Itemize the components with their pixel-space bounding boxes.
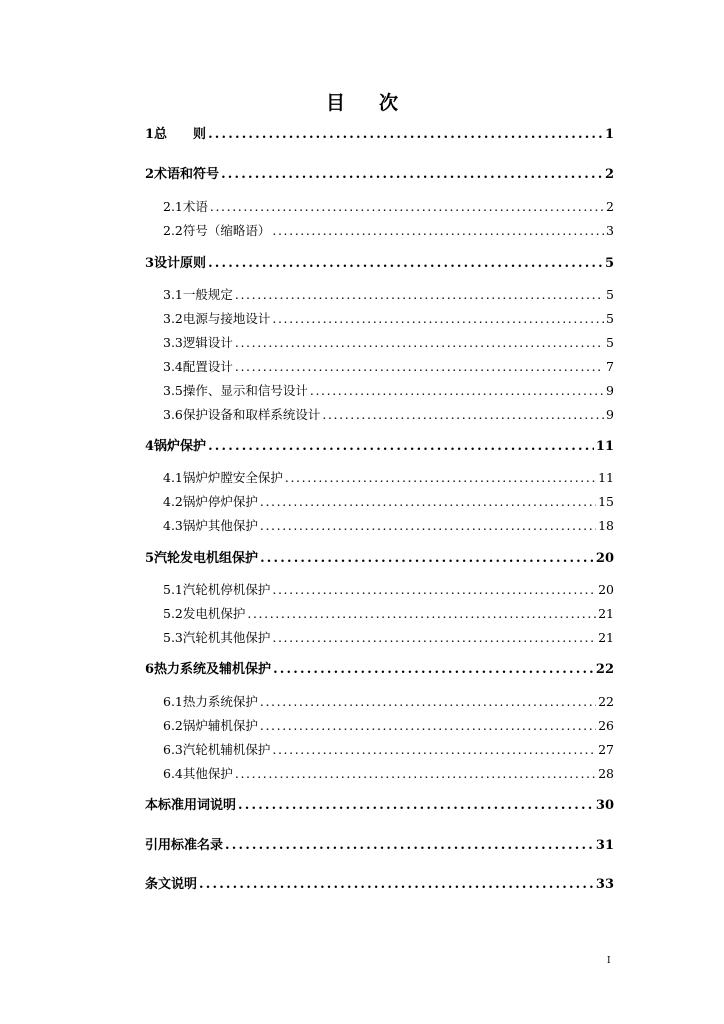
toc-entry-page: 5: [606, 311, 614, 326]
toc-entry[interactable]: [145, 876, 614, 894]
toc-entry-title: 引用标准名录: [145, 838, 224, 853]
toc-entry[interactable]: [163, 382, 614, 400]
toc-leader-dots: [272, 581, 596, 599]
toc-entry-title: 汽轮发电机组保护: [154, 551, 259, 566]
toc-entry[interactable]: [163, 605, 614, 623]
toc-entry-number: 6.4: [163, 766, 183, 781]
toc-leader-dots: [238, 797, 594, 815]
toc-entry-page: 26: [598, 718, 614, 733]
toc-entry[interactable]: [145, 550, 614, 568]
page-title: [0, 88, 724, 115]
toc-entry-page: 9: [606, 407, 614, 422]
toc-entry-page: 22: [598, 694, 614, 709]
toc-entry-title: 操作、显示和信号设计: [182, 383, 308, 398]
toc-entry[interactable]: [145, 797, 614, 815]
toc-entry-page: 31: [595, 838, 614, 853]
toc-entry[interactable]: [145, 255, 614, 273]
toc-entry-number: 5: [145, 551, 155, 566]
toc-entry-title: 术语: [182, 199, 208, 214]
toc-leader-dots: [225, 837, 594, 855]
toc-entry-number: 5.3: [163, 630, 183, 645]
toc-leader-dots: [272, 741, 596, 759]
toc-entry-title: 汽轮机停机保护: [182, 582, 271, 597]
toc-entry-title: 总 则: [154, 127, 207, 142]
toc-leader-dots: [210, 198, 604, 216]
toc-entry-number: 6.3: [163, 742, 183, 757]
toc-entry-title: 保护设备和取样系统设计: [182, 407, 321, 422]
toc-entry[interactable]: [163, 198, 614, 216]
toc-entry-title: 锅炉其他保护: [182, 518, 258, 533]
toc-entry[interactable]: [163, 310, 614, 328]
toc-entry-title: 一般规定: [182, 287, 233, 302]
toc-entry-page: 21: [598, 630, 614, 645]
toc-entry-number: 4.3: [163, 518, 183, 533]
toc-entry-page: 33: [595, 877, 614, 892]
toc-entry-number: 3.1: [163, 287, 183, 302]
toc-leader-dots: [235, 286, 604, 304]
toc-entry-page: 2: [606, 199, 614, 214]
toc-entry[interactable]: [163, 334, 614, 352]
toc-entry-page: 20: [595, 551, 614, 566]
toc-entry-page: 2: [604, 167, 614, 182]
toc-entry-number: 3.2: [163, 311, 183, 326]
toc-entry-title: 热力系统及辅机保护: [154, 662, 272, 677]
toc-leader-dots: [322, 406, 604, 424]
toc-leader-dots: [235, 334, 604, 352]
toc-entry-page: 11: [595, 439, 614, 454]
toc-entry-number: 3.4: [163, 359, 183, 374]
toc-entry-number: 4.2: [163, 494, 183, 509]
toc-entry-number: 2: [145, 167, 155, 182]
toc-entry-title: 符号（缩略语）: [182, 223, 271, 238]
toc-leader-dots: [208, 126, 603, 144]
toc-entry[interactable]: [163, 693, 614, 711]
toc-entry-title: 汽轮机辅机保护: [182, 742, 271, 757]
toc-leader-dots: [272, 310, 604, 328]
toc-entry-number: 3: [145, 256, 155, 271]
toc-entry[interactable]: [163, 581, 614, 599]
toc-entry[interactable]: [163, 286, 614, 304]
toc-entry[interactable]: [145, 166, 614, 184]
toc-entry[interactable]: [163, 717, 614, 735]
toc-entry-title: 锅炉炉膛安全保护: [182, 470, 283, 485]
toc-entry-title: 逻辑设计: [182, 335, 233, 350]
toc-entry[interactable]: [163, 517, 614, 535]
toc-entry-number: 4: [145, 439, 155, 454]
toc-entry[interactable]: [163, 741, 614, 759]
toc-entry[interactable]: [145, 126, 614, 144]
toc-leader-dots: [260, 550, 594, 568]
toc-leader-dots: [221, 166, 603, 184]
toc-entry-page: 5: [604, 256, 614, 271]
toc-entry-number: 3.3: [163, 335, 183, 350]
toc-entry-page: 5: [606, 287, 614, 302]
toc-entry-page: 18: [598, 518, 614, 533]
toc-entry[interactable]: [163, 765, 614, 783]
toc-entry-page: 27: [598, 742, 614, 757]
toc-entry-number: 2.1: [163, 199, 183, 214]
toc-leader-dots: [260, 717, 596, 735]
toc-leader-dots: [247, 605, 596, 623]
footer-page-number: I: [607, 956, 611, 966]
toc-entry-title: 电源与接地设计: [182, 311, 271, 326]
toc-entry-page: 20: [598, 582, 614, 597]
toc-entry-title: 锅炉保护: [154, 439, 207, 454]
toc-entry-page: 15: [598, 494, 614, 509]
toc-entry-number: 6: [145, 662, 155, 677]
title-char-1: 目: [325, 92, 345, 114]
toc-entry-page: 7: [606, 359, 614, 374]
toc-entry[interactable]: [163, 358, 614, 376]
toc-entry[interactable]: [163, 406, 614, 424]
toc-entry-number: 4.1: [163, 470, 183, 485]
toc-entry[interactable]: [163, 629, 614, 647]
toc-leader-dots: [235, 358, 604, 376]
toc-entry-title: 汽轮机其他保护: [182, 630, 271, 645]
toc-entry[interactable]: [163, 469, 614, 487]
toc-leader-dots: [199, 876, 594, 894]
toc-leader-dots: [235, 765, 596, 783]
toc-entry-page: 3: [606, 223, 614, 238]
toc-leader-dots: [260, 493, 596, 511]
toc-entry[interactable]: [145, 438, 614, 456]
toc-leader-dots: [260, 517, 596, 535]
toc-leader-dots: [208, 438, 594, 456]
toc-entry-number: 3.6: [163, 407, 183, 422]
toc-entry-number: 6.1: [163, 694, 183, 709]
toc-entry-title: 发电机保护: [182, 606, 246, 621]
toc-entry-title: 锅炉辅机保护: [182, 718, 258, 733]
toc-entry-title: 配置设计: [182, 359, 233, 374]
toc-entry-number: 5.1: [163, 582, 183, 597]
toc-leader-dots: [260, 693, 596, 711]
toc-entry-title: 本标准用词说明: [145, 798, 237, 813]
toc-entry-title: 术语和符号: [154, 167, 220, 182]
toc-entry-number: 6.2: [163, 718, 183, 733]
toc-entry-title: 锅炉停炉保护: [182, 494, 258, 509]
toc-entry-number: 1: [145, 127, 155, 142]
toc-entry-page: 28: [598, 766, 614, 781]
toc-entry-page: 5: [606, 335, 614, 350]
toc-leader-dots: [208, 255, 603, 273]
toc-entry-page: 21: [598, 606, 614, 621]
toc-entry-title: 热力系统保护: [182, 694, 258, 709]
title-char-2: 次: [379, 92, 399, 114]
toc-leader-dots: [272, 629, 596, 647]
toc-leader-dots: [310, 382, 604, 400]
toc-entry[interactable]: [145, 661, 614, 679]
toc-entry-title: 条文说明: [145, 877, 198, 892]
toc-leader-dots: [285, 469, 596, 487]
toc-entry-page: 11: [598, 470, 614, 485]
toc-entry[interactable]: [163, 222, 614, 240]
toc-entry-number: 3.5: [163, 383, 183, 398]
toc-entry-page: 9: [606, 383, 614, 398]
toc-entry-page: 30: [595, 798, 614, 813]
toc-entry-number: 5.2: [163, 606, 183, 621]
toc-entry[interactable]: [145, 837, 614, 855]
toc-entry-page: 22: [595, 662, 614, 677]
toc-entry-number: 2.2: [163, 223, 183, 238]
toc-entry-title: 其他保护: [182, 766, 233, 781]
toc-entry-title: 设计原则: [154, 256, 207, 271]
toc-leader-dots: [273, 661, 594, 679]
toc-entry[interactable]: [163, 493, 614, 511]
toc-entry-page: 1: [604, 127, 614, 142]
toc-leader-dots: [272, 222, 604, 240]
